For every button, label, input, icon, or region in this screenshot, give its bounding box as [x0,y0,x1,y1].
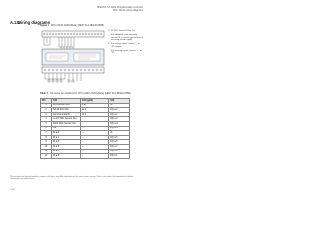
note-marker: ② [108,43,110,46]
table-cell: DI a.5 [52,154,81,159]
figure-caption-text: CPU 1214C AC/DC/Relay (6ES7 214-1BG40-0XB0) [50,25,104,27]
table-cell: DQ a.0 [109,108,130,113]
wiring-diagram [40,29,106,85]
cpu-body [42,49,104,65]
figure-label: Figure 1 [40,25,49,27]
table-cell: -- [81,117,109,122]
table-cell: 1L [109,103,130,108]
table-cell: -- [81,121,109,126]
table-cell: DI a.0 [52,131,81,136]
note-item [108,30,143,33]
table-cell: AI 1 [81,112,109,117]
note-item [108,43,143,48]
section-title: Wiring diagrams [17,20,50,25]
table-cell: DQ a.5 [109,135,130,140]
note-marker: ① [108,30,110,32]
table-cell: DQ b.0 [109,149,130,154]
table-cell: DQ b.1 [109,154,130,159]
table-cell: 9 [41,140,52,145]
footnote: The terminals and terminal identifiers shown in this figure may differ depending on the exact product version. Refer to the product documentation for details. Unused pins are marked with --. [10,176,134,181]
table-cell: DQ a.4 [109,126,130,131]
table-cell: DQ a.3 [109,121,130,126]
header-line-2: CPU 1214C wiring diagrams [112,9,143,12]
note-text: For sinking inputs, connect "-" to "M" (shown). [111,43,140,48]
table-cell: 2 [41,108,52,113]
table-cell: DQ a.1 [109,112,130,117]
table-cell: 5 [41,121,52,126]
figure-notes [108,30,143,56]
note-text: 24 VDC Sensor Power Out [111,30,135,32]
table-cell: 10 [41,144,52,149]
table-cell: 4 [41,117,52,122]
running-header [97,6,143,12]
table-cell: 2 M [81,103,109,108]
output-wiring [45,73,81,82]
table-cell: DQ a.7 [109,144,130,149]
figure-caption [40,25,104,27]
table-cell: N/120-240 VAC [52,108,81,113]
table-cell: L+/24 VDC Sensor Out [52,117,81,122]
table-cell: DQ a.6 [109,140,130,145]
table-cell: 11 [41,149,52,154]
table-cell: 2L [109,131,130,136]
table-cell: -- [81,154,109,159]
table-cell: Functional Earth [52,112,81,117]
note-item [108,50,143,55]
column-header: X11 (gold) [81,99,109,104]
table-caption-text: Connector pin locations for CPU 1214C AC/DC/Relay (6ES7 214-1BG40-0XB0) [49,93,131,95]
table-cell: DI a.1 [52,135,81,140]
column-header: Pin [41,99,52,104]
note-item [108,34,143,42]
input-wiring [44,37,74,49]
table-cell: M/24 VDC Sensor Out [52,121,81,126]
table-cell: DI a.4 [52,149,81,154]
table-cell: -- [81,131,109,136]
table-caption [40,93,131,95]
column-header: X10 [52,99,81,104]
top-terminal-strip [42,31,104,37]
table-cell: 1 [41,103,52,108]
note-text: For additional noise immunity, connect M to chassis ground even if not using sensor supply. [111,33,143,42]
table-cell: AI 0 [81,108,109,113]
table-cell: -- [81,126,109,131]
bottom-terminal-strip [42,67,104,73]
table-cell: -- [81,135,109,140]
table-cell: DI a.3 [52,144,81,149]
table-cell: DI a.2 [52,140,81,145]
header-line-1: SIMATIC S7-1200 Programmable controller [96,6,143,9]
section-number: A.2.1 [10,20,21,25]
note-text: For sourcing inputs, connect "+" to "M". [111,49,142,55]
table-cell: 3 [41,112,52,117]
table-label: Table 2 [40,93,48,95]
page-number: 1208 [10,189,15,191]
table-cell: -- [81,144,109,149]
table-cell: L1/120-240 VAC [52,103,81,108]
table-cell: -- [81,140,109,145]
pin-table [40,98,130,159]
table-cell: 1M [52,126,81,131]
table-cell: 8 [41,135,52,140]
table-cell: 12 [41,154,52,159]
table-cell: 6 [41,126,52,131]
table-cell: 7 [41,131,52,136]
column-header: X12 [109,99,130,104]
table-row [41,154,130,159]
table-cell: -- [81,149,109,154]
table-cell: DQ a.2 [109,117,130,122]
